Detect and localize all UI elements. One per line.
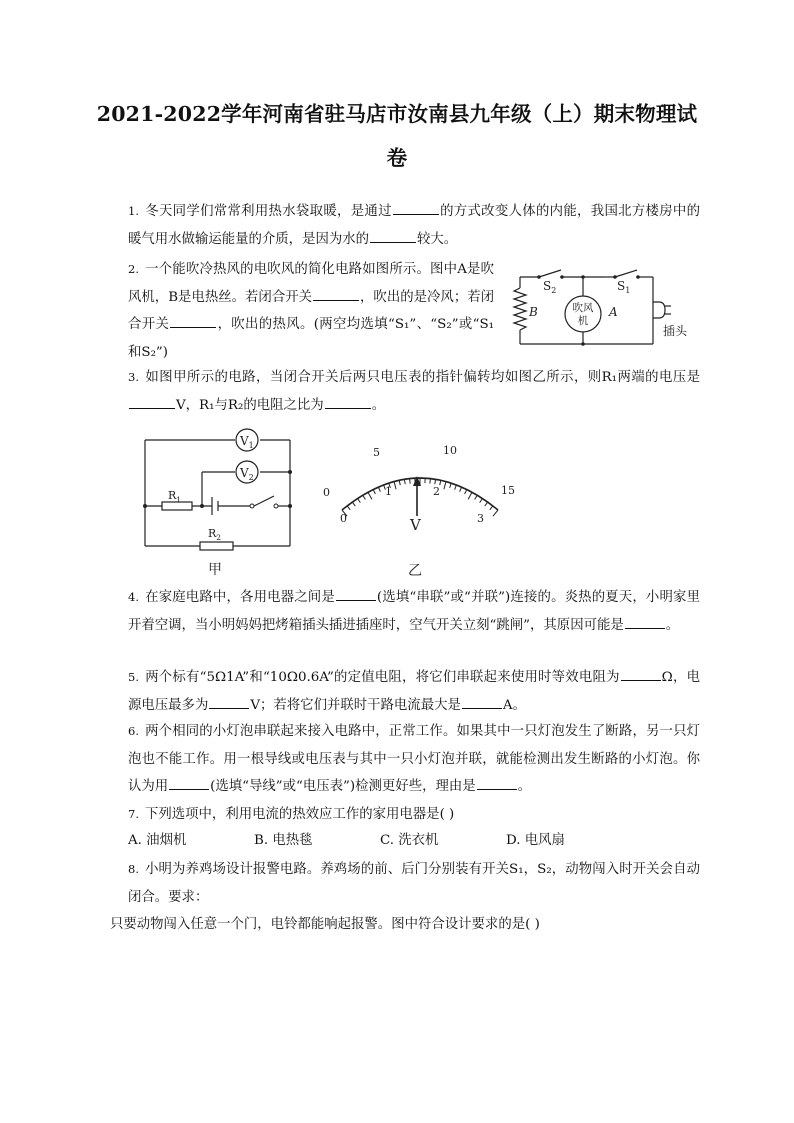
- answer-blank[interactable]: [325, 395, 371, 409]
- unit-label: V: [410, 516, 421, 534]
- answer-blank[interactable]: [393, 201, 439, 215]
- question-text: 一个能吹冷热风的电吹风的简化电路如图所示。图中A是吹风机，B是电热丝。若闭合开关: [128, 262, 494, 305]
- answer-blank[interactable]: [477, 776, 517, 790]
- answer-blank[interactable]: [169, 776, 209, 790]
- question-text: A。: [502, 697, 526, 713]
- answer-blank[interactable]: [209, 695, 249, 709]
- dial-tick: [455, 485, 457, 490]
- answer-blank[interactable]: [370, 229, 416, 243]
- dial-tick: [430, 479, 431, 484]
- question-text: 。: [517, 779, 532, 794]
- dial-tick: [475, 495, 478, 499]
- question-text: 两个标有“5Ω1A”和“10Ω0.6A”的定值电阻，将它们串联起来使用时等效电阻为: [144, 670, 620, 685]
- dial-tick: [347, 506, 350, 510]
- dial-tick: [404, 479, 405, 484]
- label-a: A: [609, 305, 618, 319]
- question-text: 下列选项中，利用电流的热效应工作的家用电器是( ): [144, 807, 455, 822]
- page-title: [80, 92, 714, 180]
- question-number: 5.: [128, 670, 139, 684]
- question-number: 3.: [128, 370, 139, 384]
- dial-tick: [352, 502, 355, 506]
- outer-scale-label: 5: [373, 446, 380, 459]
- switch-s1-label: $S_1$: [617, 279, 631, 295]
- question-number: 2.: [128, 262, 139, 276]
- answer-blank[interactable]: [625, 615, 665, 629]
- dial-tick: [410, 479, 411, 484]
- question-text: 小明为养鸡场设计报警电路。养鸡场的前、后门分别装有开关S₁，S₂，动物闯入时开关会自动闭合。要求：: [128, 862, 700, 905]
- outer-scale-label: 0: [323, 486, 330, 499]
- inner-scale-label: 2: [433, 485, 440, 498]
- question-text: 。: [665, 617, 680, 633]
- question-text: Ω，电源电压最多为: [128, 670, 700, 713]
- answer-blank[interactable]: [129, 395, 175, 409]
- question-7: [128, 801, 700, 829]
- question-text: 的方式改变人体的内能，我国北方楼房中的暖气用水做输运能量的介质，是因为水的: [128, 204, 700, 247]
- inner-scale-label: 0: [340, 512, 347, 525]
- label-b: B: [529, 305, 538, 319]
- question-text: 如图甲所示的电路，当闭合开关后两只电压表的指针偏转均如图乙所示，则R₁两端的电压是: [144, 370, 700, 385]
- motor-label-line-2: 机: [577, 315, 589, 327]
- outer-scale-label: 10: [443, 444, 457, 457]
- question-1: [128, 198, 700, 253]
- question-text: 较大。: [417, 231, 458, 247]
- dial-tick: [394, 482, 396, 490]
- option-d[interactable]: D. 电风扇: [506, 833, 565, 848]
- option-a[interactable]: A. 油烟机: [128, 833, 187, 848]
- figure-caption-yi: 乙: [408, 563, 422, 579]
- title-line-1: 2021-2022学年河南省驻马店市汝南县九年级（上）期末物理试: [96, 102, 698, 126]
- question-text: 冬天同学们常常利用热水袋取暖，是通过: [144, 204, 392, 219]
- question-number: 7.: [128, 807, 139, 821]
- answer-blank[interactable]: [336, 587, 376, 601]
- question-2: [128, 256, 494, 366]
- voltmeter-dial-diagram: [310, 438, 530, 583]
- question-5: [128, 664, 700, 719]
- dial-tick: [485, 502, 488, 506]
- question-number: 1.: [128, 204, 139, 218]
- dial-tick: [460, 487, 462, 492]
- question-text: 在家庭电路中，各用电器之间是: [144, 590, 335, 605]
- question-number: 6.: [128, 724, 139, 738]
- question-4: [128, 584, 700, 639]
- question-7-options: [128, 829, 700, 853]
- dial-tick: [480, 498, 483, 502]
- dial-tick: [373, 490, 375, 494]
- dial-tick: [363, 495, 366, 499]
- question-text: 两个相同的小灯泡串联起来接入电路中，正常工作。如果其中一只灯泡发生了断路，另一只灯泡也不能工作。用一根导线或电压表与其中一只小灯泡并联，就能检测出发生断路的小灯泡。你认为用: [128, 724, 700, 794]
- dial-tick: [490, 506, 493, 510]
- answer-blank[interactable]: [313, 287, 359, 301]
- question-text: 只要动物闯入任意一个门，电铃都能响起报警。图中符合设计要求的是( ): [110, 917, 540, 932]
- hair-dryer-circuit-diagram: [505, 262, 705, 352]
- question-text: ，吹出的热风。(两空均选填“S₁”、“S₂”或“S₁和S₂”): [128, 317, 495, 360]
- question-number: 4.: [128, 590, 139, 604]
- voltmeter-circuit-diagram: [140, 425, 300, 580]
- dial-tick: [493, 510, 498, 516]
- question-number: 8.: [128, 862, 139, 876]
- question-text: ，吹出的是冷风；若闭合开关: [128, 289, 495, 332]
- motor-label-line-1: 吹风: [572, 302, 594, 314]
- resistor-r1-label: $R_1$: [168, 489, 182, 504]
- dial-tick: [450, 483, 452, 488]
- outer-scale-label: 15: [501, 484, 515, 497]
- voltmeter-v1-label: $V_1$: [240, 434, 254, 450]
- dial-tick: [399, 480, 400, 485]
- dial-tick: [468, 492, 472, 499]
- question-6: [128, 718, 700, 801]
- plug-label: 插头: [663, 324, 688, 338]
- option-b[interactable]: B. 电热毯: [254, 833, 313, 848]
- inner-scale-label: 1: [385, 485, 392, 498]
- dial-tick: [368, 492, 372, 499]
- question-text: V，R₁与R₂的电阻之比为: [176, 397, 324, 413]
- question-text: 。: [371, 397, 386, 413]
- voltmeter-v2-label: $V_2$: [240, 466, 254, 482]
- dial-tick: [358, 498, 361, 502]
- question-3: [128, 364, 700, 419]
- figure-caption-jia: 甲: [208, 562, 222, 578]
- option-c[interactable]: C. 洗衣机: [380, 833, 439, 848]
- dial-tick: [435, 479, 436, 484]
- dial-tick: [465, 490, 467, 494]
- title-line-2: 卷: [386, 146, 408, 170]
- switch-s2-label: $S_2$: [543, 279, 557, 295]
- question-text: (选填“串联”或“并联”)连接的。炎热的夏天，小明家里开着空调，当小明妈妈把烤箱插头插进插座时，空气开关立刻“跳闸”，其原因可能是: [128, 590, 700, 633]
- question-text: (选填“导线”或“电压表”)检测更好些，理由是: [210, 779, 476, 794]
- question-text: V；若将它们并联时干路电流最大是: [250, 697, 461, 713]
- inner-scale-label: 3: [477, 512, 484, 525]
- resistor-r2-label: $R_2$: [208, 527, 222, 542]
- dial-tick: [378, 487, 380, 492]
- dial-tick: [444, 482, 446, 490]
- answer-blank[interactable]: [621, 667, 661, 681]
- question-8: [110, 856, 700, 939]
- answer-blank[interactable]: [170, 314, 216, 328]
- answer-blank[interactable]: [462, 695, 502, 709]
